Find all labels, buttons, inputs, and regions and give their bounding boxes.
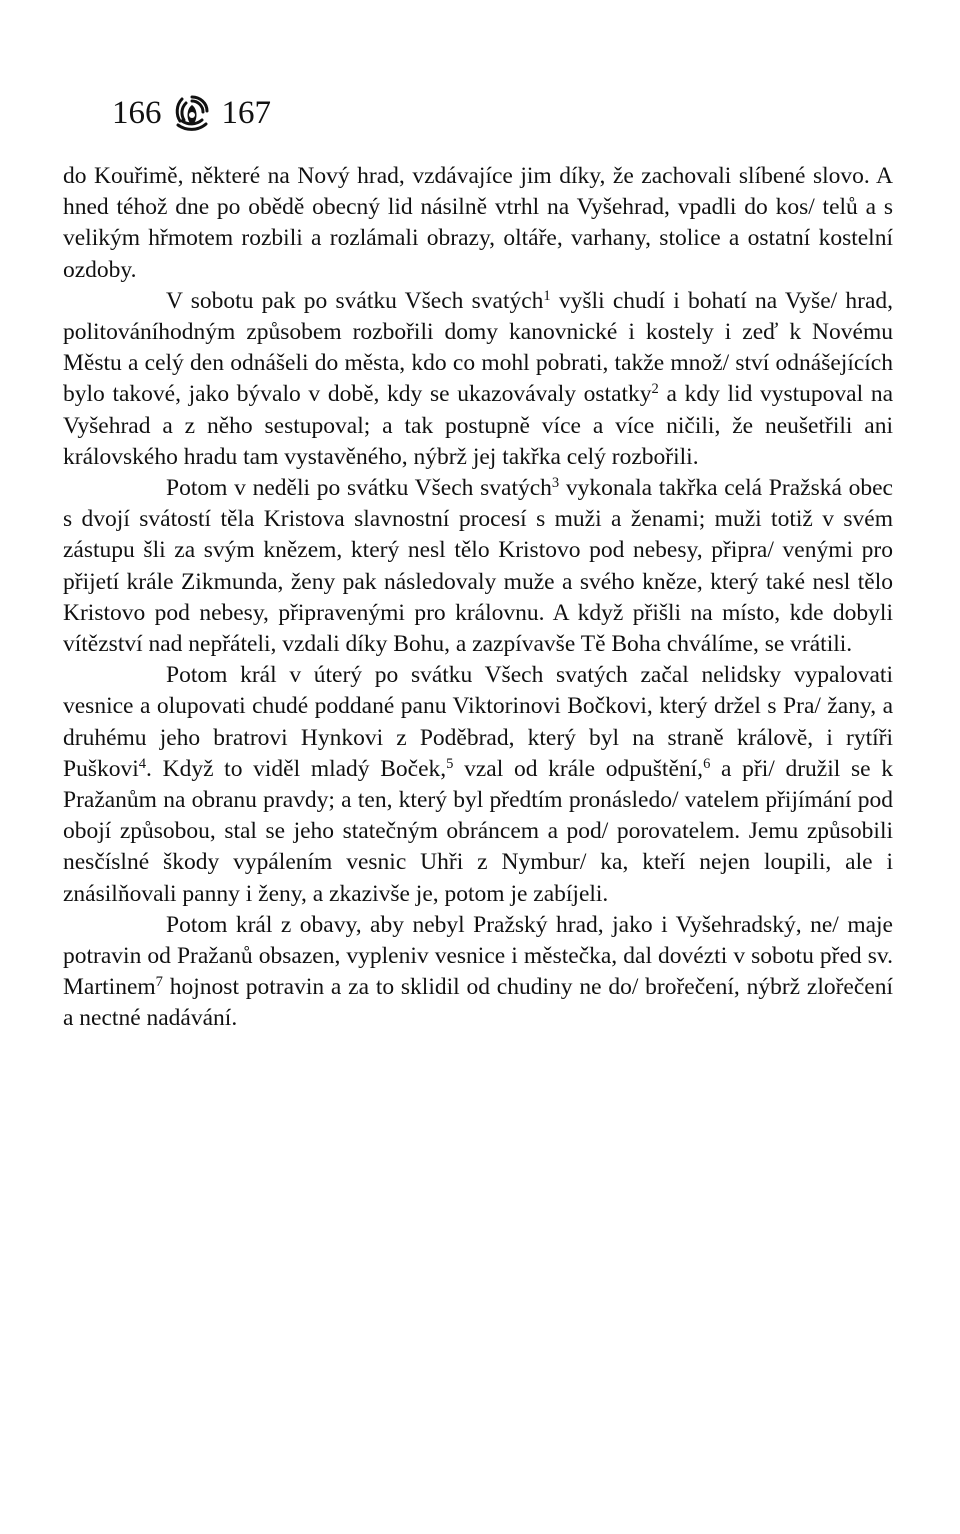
paragraph-text: a kdy lid vystupoval na Vyšehrad a z něho sestupoval; a tak postupně více a více ničili, že neušetřili ani královského hradu tam vystavěného, nýbrž jej takřka celý rozbořili. (63, 381, 893, 470)
page-header (112, 88, 271, 138)
footnote-marker: 6 (703, 755, 711, 772)
paragraph (63, 286, 893, 473)
paragraph-text: vykonala takřka celá Pražská obec s dvojí svátostí těla Kristova slavnostní procesí s muži a ženami; muži totiž v svém zástupu šli za svým knězem, který nesl tělo Kristovo pod nebesy, připra/ venými pro přijetí krále Zikmunda, ženy pak následovaly muže a svého kněze, který také nesl tělo Kristovo pod nebesy, připravenými pro královnu. A když přišli na místo, kde dobyli vítězství nad nepřáteli, vzdali díky Bohu, a zazpívavše Tě Boha chválíme, se vrátili. (63, 475, 893, 658)
right-page-number: 167 (221, 94, 271, 131)
footnote-marker: 1 (543, 287, 551, 304)
flourish-ornament-icon (170, 91, 214, 135)
paragraph-text: a při/ družil se k Pražanům na obranu pravdy; a ten, který byl předtím pronásledo/ vatelem přijímání pod obojí způsobou, stal se jeho statečným obráncem a pod/ porovatelem. Jemu způsobili nesčíslné škody vypálením vesnic Uhři z Nymbur/ ka, kteří nejen loupili, ale i znásilňovali panny i ženy, a zkazivše je, potom je zabíjeli. (63, 755, 893, 907)
paragraph-text: hojnost potravin a za to sklidil od chudiny ne do/ brořečení, nýbrž zlořečení a nectné nadávání. (63, 974, 893, 1032)
paragraph-text: Potom král v úterý po svátku Všech svatých začal nelidsky vypalovati vesnice a olupovati chudé poddané panu Viktorinovi Bočkovi, který držel s Pra/ žany, a druhému jeho bratrovi Hynkovi z Poděbrad, který byl na straně královĕ, i rytíři Puškovi (63, 662, 893, 782)
paragraph-text: do Kouřimě, některé na Nový hrad, vzdávajíce jim díky, že zachovali slíbené slovo. A hned téhož dne po obědě obecný lid násilně vtrhl na Vyšehrad, vpadli do kos/ telů a s velikým hřmotem rozbili a rozlámali obrazy, oltáře, varhany, stolice a ostatní kostelní ozdoby. (63, 163, 893, 283)
paragraph (63, 161, 893, 286)
left-page-number: 166 (112, 94, 162, 131)
paragraph-text: V sobotu pak po svátku Všech svatých (166, 287, 544, 314)
footnote-marker: 4 (138, 755, 147, 772)
footnote-marker: 3 (551, 475, 560, 492)
paragraph-text: vyšli chudí i bohatí na Vyše/ hrad, politováníhodným způsobem rozbořili domy kanovnické i kostely i zeď k Novému Městu a celý den odnášeli do města, kdo co mohl pobrati, takže množ/ ství odnášejících bylo takové, jako bývalo v době, kdy se ukazovávaly ostatky (63, 287, 893, 408)
paragraph-text: Potom král z obavy, aby nebyl Pražský hrad, jako i Vyšehradský, ne/ maje potravin od Pražanů obsazen, vypleniv vesnice i městečka, dal dovézti v sobotu před sv. Martinem (63, 911, 893, 1001)
paragraph-text: Potom v neděli po svátku Všech svatých (166, 475, 552, 502)
footnote-marker: 7 (155, 974, 163, 991)
paragraph (63, 910, 893, 1035)
footnote-marker: 5 (446, 755, 454, 772)
paragraph (63, 473, 893, 660)
footnote-marker: 2 (651, 381, 659, 398)
body-text (63, 161, 893, 1035)
paragraph-text: . Když to viděl mladý Boček, (146, 755, 447, 782)
paragraph-text: vzal od krále odpuštění, (453, 755, 704, 782)
paragraph (63, 660, 893, 910)
